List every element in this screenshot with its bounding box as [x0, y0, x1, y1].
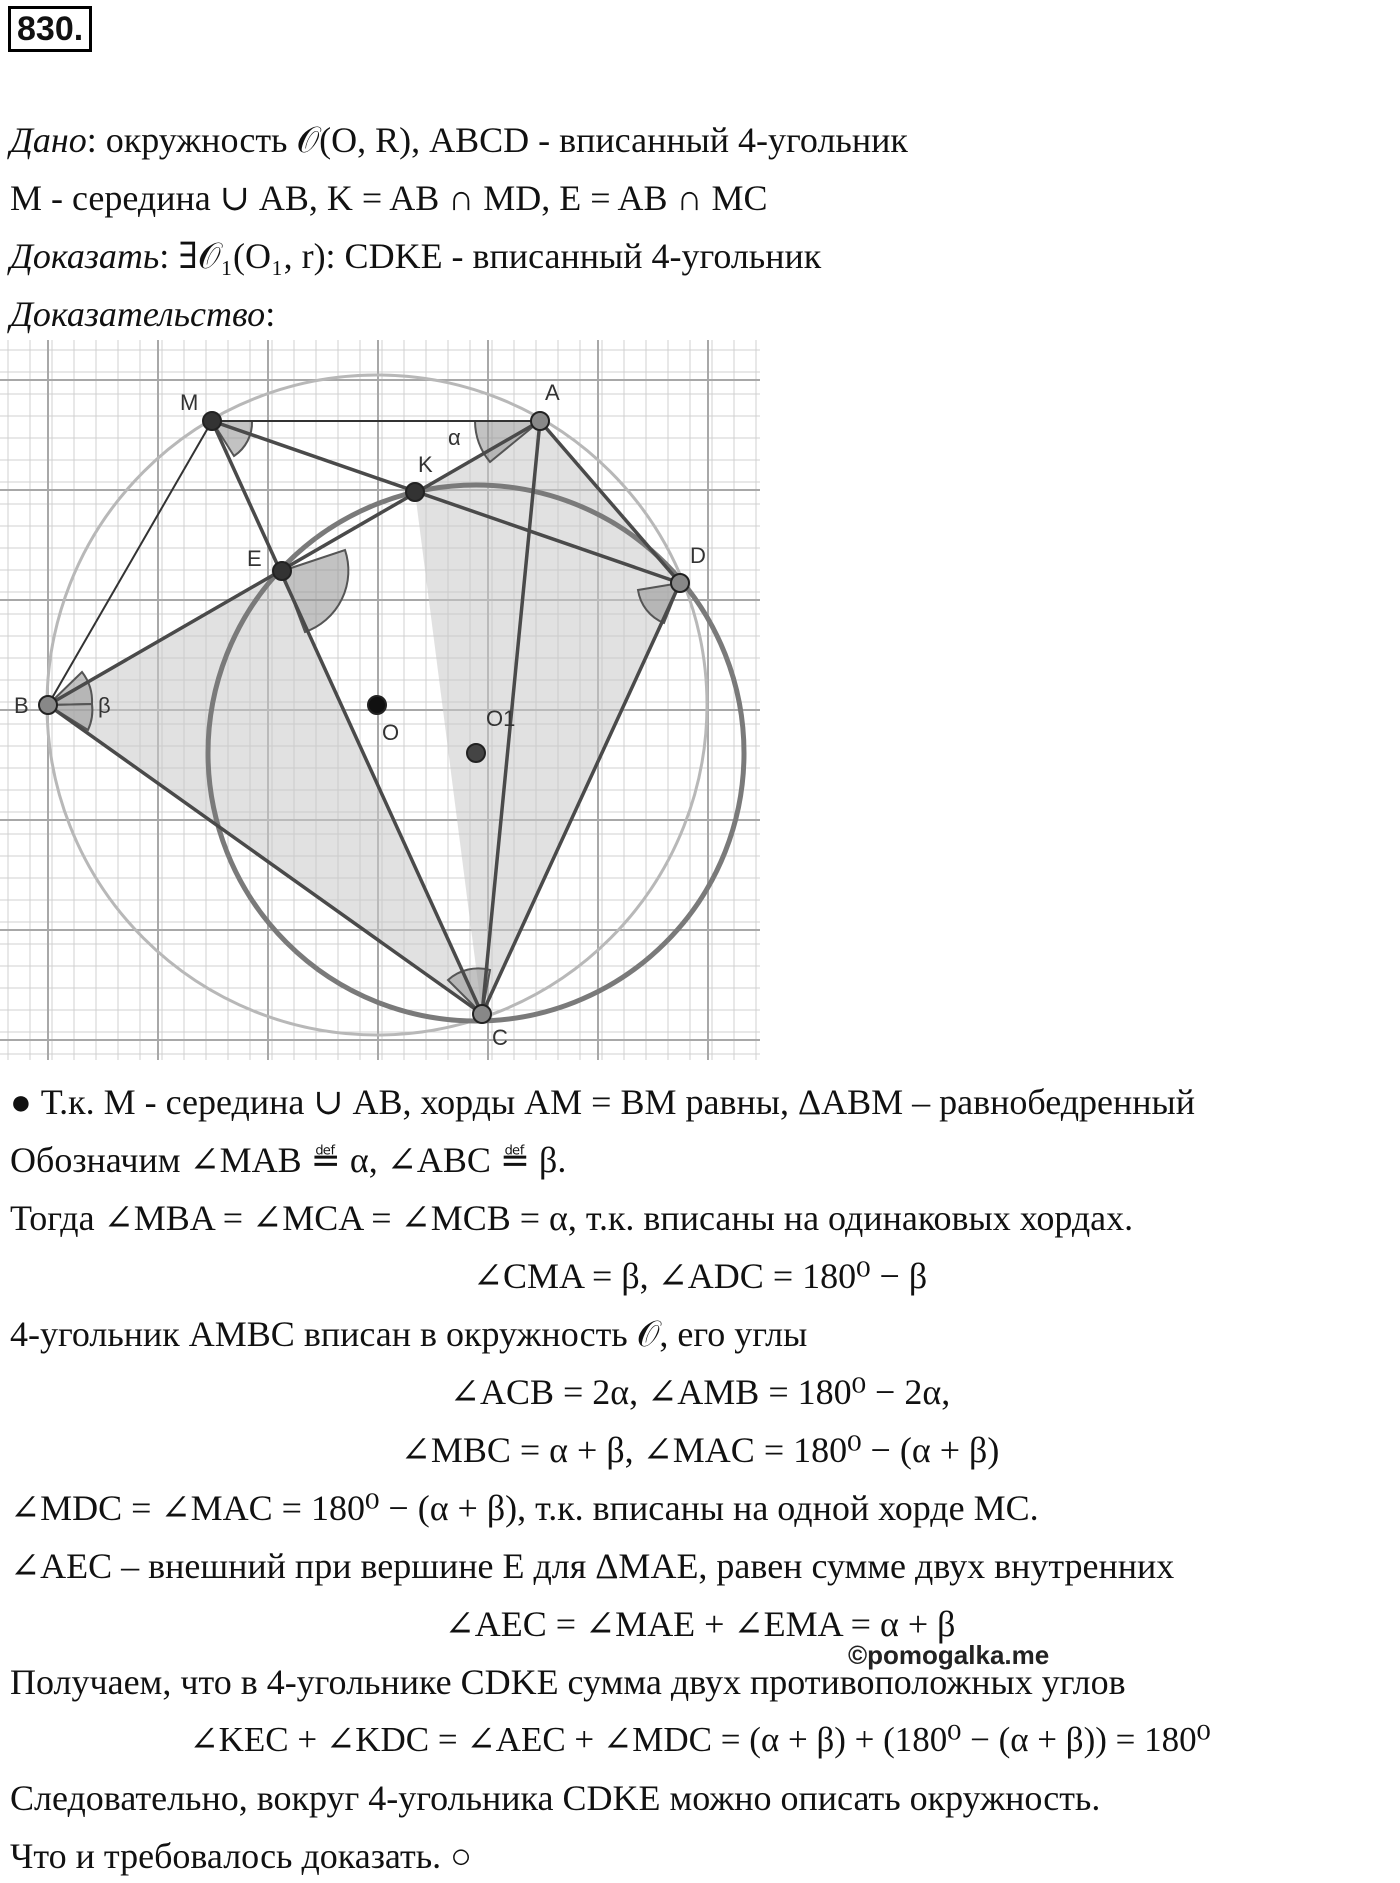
geometry-figure: [0, 340, 770, 1070]
label-O: O: [382, 720, 400, 745]
prove-label: Доказать: [10, 236, 160, 276]
prove-line: [10, 234, 821, 278]
proof-line-3: Тогда ∠MBA = ∠MCA = ∠MCB = α, т.к. вписаны на одинаковых хордах.: [10, 1198, 1134, 1238]
watermark: ©pomogalka.me: [848, 1640, 1050, 1670]
proof-line-1: ● Т.к. M - середина ∪ AB, хорды AM = BM равны, ΔABM – равнобедренный: [10, 1082, 1195, 1122]
given-text: : окружность 𝒪(O, R), ABCD - вписанный 4-угольник: [86, 120, 908, 160]
proof-line-10: ∠AEC = ∠MAE + ∠EMA = α + β: [444, 1604, 956, 1644]
label-B: B: [14, 693, 29, 718]
problem-number: 830.: [8, 6, 92, 52]
label-M: M: [180, 390, 199, 415]
label-beta: β: [98, 693, 111, 718]
proof-line-6: ∠ACB = 2α, ∠AMB = 180⁰ − 2α,: [449, 1372, 951, 1412]
proof-line-13: Следовательно, вокруг 4-угольника CDKE можно описать окружность.: [10, 1778, 1101, 1818]
proof-line-9: ∠AEC – внешний при вершине E для ΔMAE, равен сумме двух внутренних: [10, 1546, 1175, 1586]
proof-line-8: ∠MDC = ∠MAC = 180⁰ − (α + β), т.к. вписаны на одной хорде MC.: [10, 1488, 1039, 1528]
given-line-1: [10, 118, 908, 162]
proof-label: Доказательство:: [10, 294, 276, 334]
label-C: C: [492, 1025, 508, 1050]
proof-line-7: ∠MBC = α + β, ∠MAC = 180⁰ − (α + β): [400, 1430, 1000, 1470]
label-A: A: [545, 380, 560, 405]
prove-text: : ∃𝒪₁(O₁, r): CDKE - вписанный 4-угольник: [159, 236, 822, 276]
proof-line-12: ∠KEC + ∠KDC = ∠AEC + ∠MDC = (α + β) + (180⁰ − (α + β)) = 180⁰: [189, 1720, 1211, 1759]
label-D: D: [690, 543, 706, 568]
given-line-2: M - середина ∪ AB, K = AB ∩ MD, E = AB ∩ MC: [10, 178, 768, 218]
label-O1: O1: [486, 706, 516, 731]
proof-line-14: Что и требовалось доказать. ○: [10, 1836, 472, 1876]
label-K: K: [418, 452, 433, 477]
given-label: Дано: [10, 120, 87, 160]
proof-line-2: Обозначим ∠MAB ≝ α, ∠ABC ≝ β.: [10, 1140, 567, 1180]
proof-line-4: ∠CMA = β, ∠ADC = 180⁰ − β: [472, 1256, 928, 1296]
label-E: E: [247, 546, 262, 571]
proof-line-11: Получаем, что в 4-угольнике CDKE сумма двух противоположных углов: [10, 1662, 1126, 1702]
proof-line-5: 4-угольник AMBC вписан в окружность 𝒪, его углы: [10, 1314, 808, 1354]
proof-label-text: Доказательство: [10, 294, 266, 334]
label-alpha: α: [448, 425, 461, 450]
